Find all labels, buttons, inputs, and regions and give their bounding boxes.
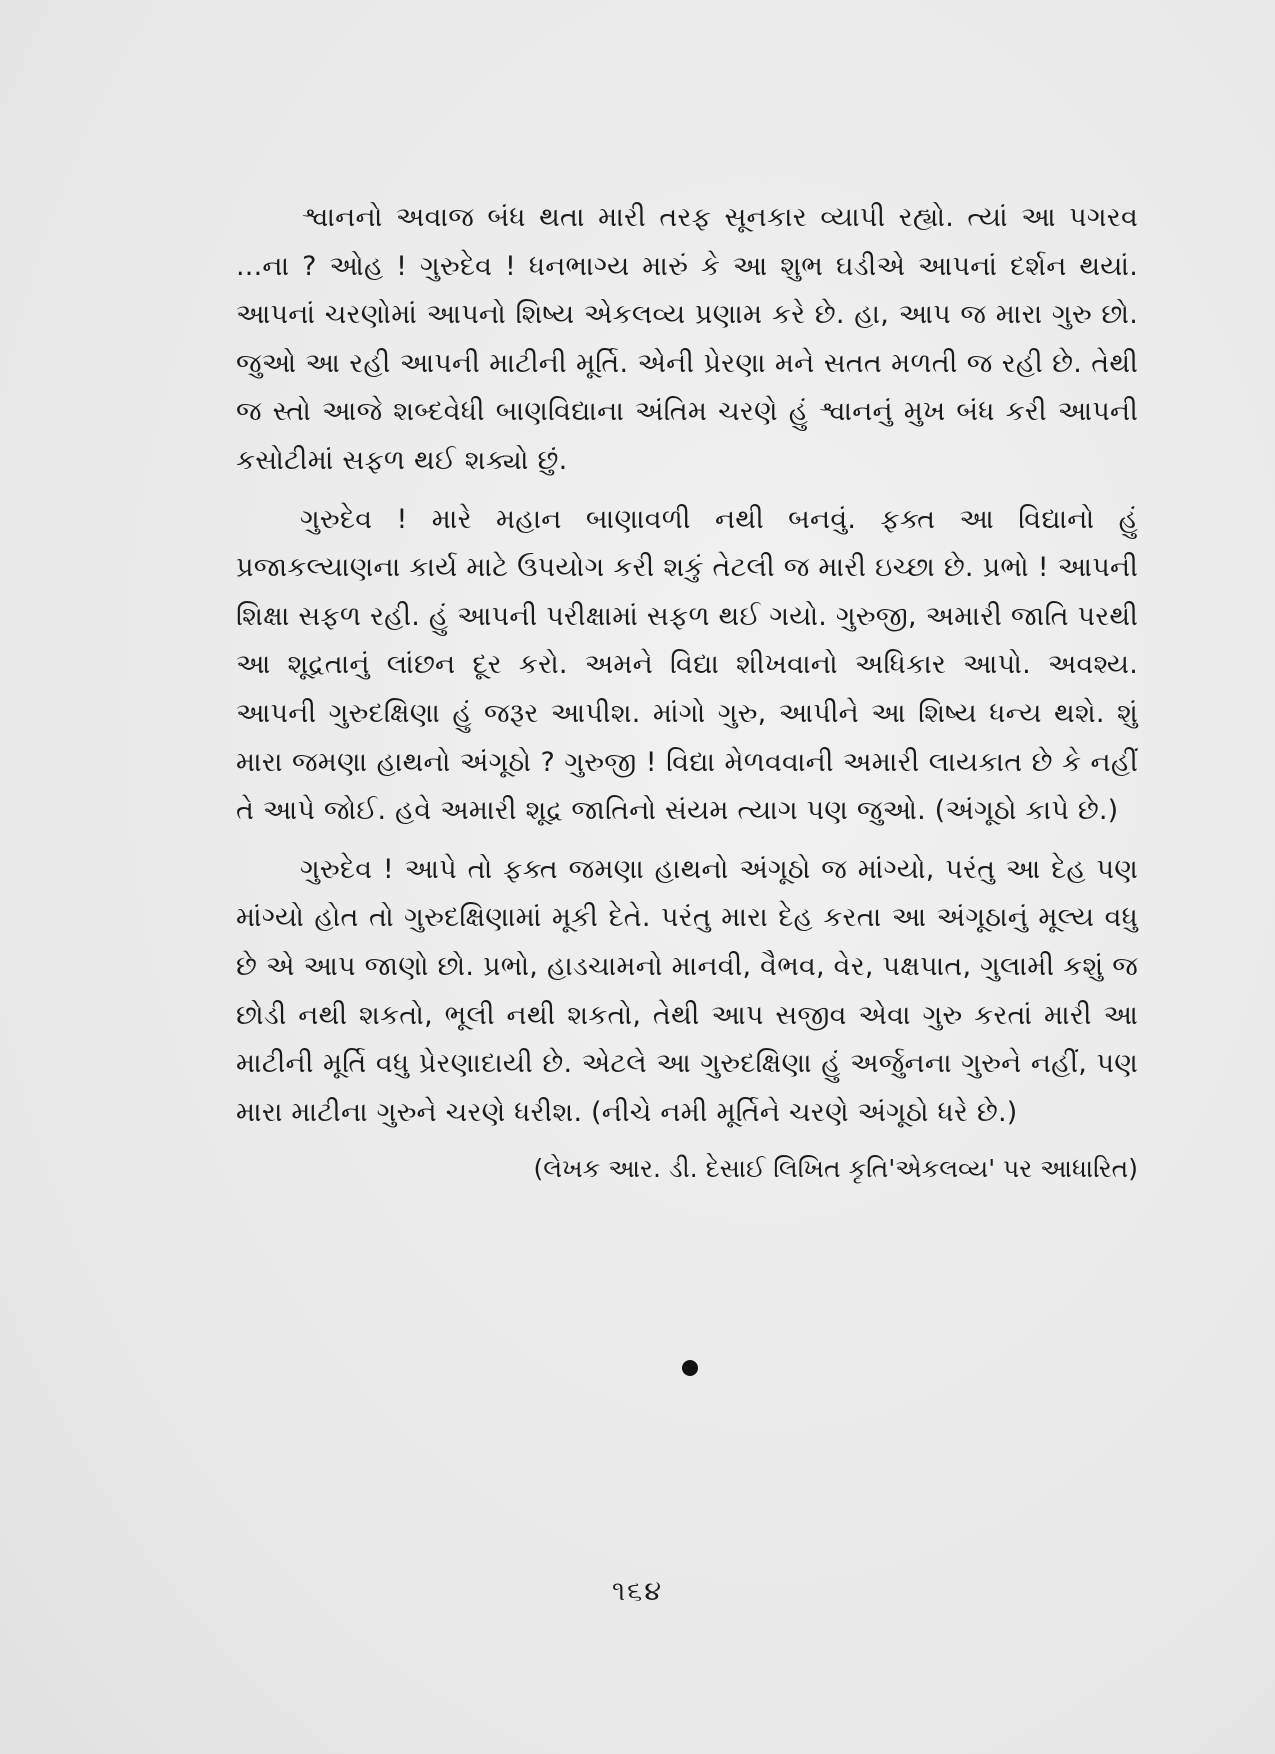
- paragraph-2: ગુરુદેવ ! મારે મહાન બાણાવળી નથી બનવું. ફક્ત આ વિદ્યાનો હું પ્રજાકલ્યાણના કાર્ય માટે ઉપયોગ કરી શકું તેટલી જ મારી ઇચ્છા છે. પ્રભો ! આપની શિક્ષા સફળ રહી. હું આપની પરીક્ષામાં સફળ થઈ ગયો. ગુરુજી, અમારી જાતિ પરથી આ શૂદ્રતાનું લાંછન દૂર કરો. અમને વિદ્યા શીખવાનો અધિકાર આપો. અવશ્ય. આપની ગુરુદક્ષિણા હું જરૂર આપીશ. માંગો ગુરુ, આપીને આ શિષ્ય ધન્ય થશે. શું મારા જમણા હાથનો અંગૂઠો ? ગુરુજી ! વિદ્યા મેળવવાની અમારી લાયકાત છે કે નહીં તે આપે જોઈ. હવે અમારી શૂદ્ર જાતિનો સંયમ ત્યાગ પણ જુઓ. (અંગૂઠો કાપે છે.): [236, 503, 1138, 827]
- paragraph-1: શ્વાનનો અવાજ બંધ થતા મારી તરફ સૂનકાર વ્યાપી રહ્યો. ત્યાં આ પગરવ ...ના ? ઓહ ! ગુરુદેવ ! ધનભાગ્ય મારું કે આ શુભ ઘડીએ આપનાં દર્શન થયાં. આપનાં ચરણોમાં આપનો શિષ્ય એકલવ્ય પ્રણામ કરે છે. હા, આપ જ મારા ગુરુ છો. જુઓ આ રહી આપની માટીની મૂર્તિ. એની પ્રેરણા મને સતત મળતી જ રહી છે. તેથી જ સ્તો આજે શબ્દવેધી બાણવિદ્યાના અંતિમ ચરણે હું શ્વાનનું મુખ બંધ કરી આપની કસોટીમાં સફળ થઈ શક્યો છું.: [236, 202, 1138, 476]
- paragraph-3: ગુરુદેવ ! આપે તો ફક્ત જમણા હાથનો અંગૂઠો જ માંગ્યો, પરંતુ આ દેહ પણ માંગ્યો હોત તો ગુરુદક્ષિણામાં મૂકી દેતે. પરંતુ મારા દેહ કરતા આ અંગૂઠાનું મૂલ્ય વધુ છે એ આપ જાણો છો. પ્રભો, હાડચામનો માનવી, વૈભવ, વેર, પક્ષપાત, ગુલામી કશું જ છોડી નથી શકતો, ભૂલી નથી શકતો, તેથી આપ સજીવ એવા ગુરુ કરતાં મારી આ માટીની મૂર્તિ વધુ પ્રેરણાદાયી છે. એટલે આ ગુરુદક્ષિણા હું અર્જુનના ગુરુને નહીં, પણ મારા માટીના ગુરુને ચરણે ધરીશ. (નીચે નમી મૂર્તિને ચરણે અંગૂઠો ધરે છે.): [236, 853, 1138, 1128]
- page-body: [236, 194, 1138, 1193]
- section-end-bullet-icon: [682, 1360, 698, 1376]
- source-attribution: (લેખક આર. ડી. દેસાઈ લિખિત કૃતિ'એકલવ્ય' પર આધારિત): [533, 1154, 1138, 1184]
- page-number: ૧૬૪: [611, 1576, 664, 1607]
